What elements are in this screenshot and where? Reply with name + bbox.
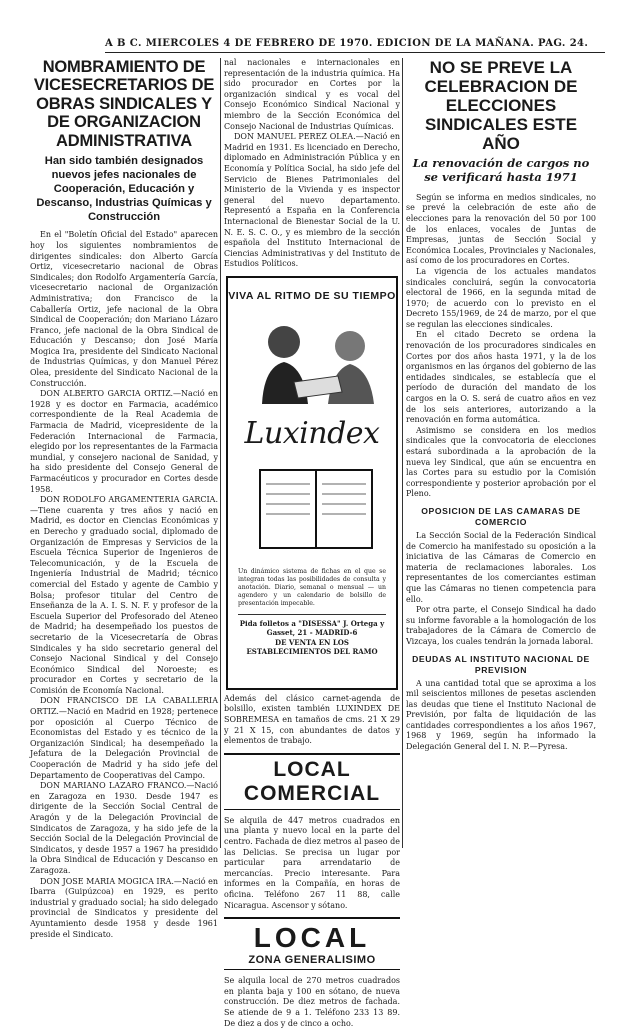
paragraph: DON MARIANO LAZARO FRANCO.—Nació en Zaragoza en 1930. Desde 1947 es dirigente de la Sección Social Central de Aragón y de la Delegación Provincial de Sindicatos de Zaragoza, y ha sido jefe de la Sección Social de la Delegación Provincial de Sindicatos, y desde 1957 a 1967 ha presidido la Obra Sindical de Educación y Descanso en Zaragoza. (30, 781, 218, 875)
ad-fine-print: Un dinámico sistema de fichas en el que se integran todas las posibilidades de consulta y anotación. Diario, semanal o mensual — un agendero y un calendario de bolsillo de presentación impecable. (238, 567, 386, 607)
paragraph: En el citado Decreto se ordena la renovación de los procuradores sindicales en Cortes por dos años hasta 1971, y la de los organismos en las órganos del gobierno de las entidades sindicales, se establecía que el período de duración del mandato de los cargos en la O. S. será de cuatro años en vez de los seis anteriores, autorizando a la renovación en forma automática. (406, 330, 596, 425)
classified-ad (224, 917, 400, 970)
ad-cta: DE VENTA EN LOS ESTABLECIMIENTOS DEL RAMO (246, 637, 378, 657)
classified-body: Se alquila de 447 metros cuadrados en una planta y nuevo local en la parte del centro. Fachada de diez metros al paseo de las Delicias. Se precisa un lugar por particular para arrendatario de mercancías. Precio interesante. Para informes en la Compañía, en horas de oficina. Teléfono 267 11 88, calle Nicaragua. Ascensor y sótano. (224, 815, 400, 910)
classified-title: LOCAL (253, 922, 371, 954)
agenda-book-illustration (254, 464, 378, 552)
paragraph: La vigencia de los actuales mandatos sindicales concluirá, según la convocatoria electoral de 1966, en la segunda mitad de 1970; de acuerdo con lo previsto en el Decreto 155/1969, de 24 de marzo, por el que se regulan las elecciones sindicales. (406, 266, 596, 329)
paragraph: DON RODOLFO ARGAMENTERIA GARCIA.—Tiene cuarenta y tres años y nació en Madrid, es doctor en Ciencias Económicas y en Derecho y graduado social, diplomado de Organización de Empresas y Servicios de la Escuela Técnica Superior de Ingenieros de Telecomunicación, y de la Escuela de Ingeniería Industrial de Madrid; técnico comercial del Estado y agente de Cambio y Bolsa; profesor titular del Centro de Enseñanza de la A. I. S. N. F. y profesor de la Escuela Superior del Profesorado del Ateneo de Madrid; ha desempeñado los puestos de secretario de la Vicesecretaría de Obras Sindicales y ha sido secretario general del Consejo Nacional Sindical y del Consejo Económico Sindical del Noroeste; es procurador en Cortes y secretario de la Comisión de Economía Nacional. (30, 495, 218, 695)
classified-title: LOCAL COMERCIAL (243, 757, 381, 805)
paragraph: Además del clásico carnet-agenda de bolsillo, existen también LUXINDEX DE SOBREMESA en tamaños de cms. 21 X 29 y 21 X 15, con abundantes de datos y elementos de trabajo. (224, 693, 400, 746)
column-1 (30, 58, 218, 939)
article-subtitle: La renovación de cargos no se verificará hasta 1971 (412, 156, 590, 184)
paragraph: Por otra parte, el Consejo Sindical ha dado su informe favorable a la homologación de los trabajadores de la Cámara de Comercio de Vizcaya, los cuales tendrán la jornada laboral. (406, 605, 596, 646)
ad-address: Pida folletos a "DISESSA" J. Ortega y Gasset, 21 - MADRID-6 (239, 618, 385, 638)
classified-ad (224, 753, 400, 810)
paragraph: DON MANUEL PEREZ OLEA.—Nació en Madrid en 1931. Es licenciado en Derecho, diplomado en Administración Pública y en Economía y Política Social, ha sido jefe del Servicio de Bienes Patrimoniales del Ministerio de la Vivienda y es inspector general del nuevo departamento. Representó a España en la Conferencia Internacional de Bienestar Social de la U. N. E. S. C. O., y es miembro de la sección española del Instituto Internacional de Ciencias Administrativas y del Instituto de Estudios Políticos. (224, 132, 400, 269)
ad-tagline: VIVA AL RITMO DE SU TIEMPO (228, 289, 396, 302)
paragraph: En el "Boletín Oficial del Estado" aparecen hoy los siguientes nombramientos de dirigentes sindicales: don Alberto García Ortiz, vicesecretario nacional de Obras Sindicales; don Rodolfo Argamentería García, vicesecretario nacional de Organización Administrativa; don Francisco de la Caballería Ortiz, jefe nacional de la Obra Sindical de Cooperación; don Mariano Lázaro Franco, jefe nacional de la Obra Sindical de Educación y Descanso; don José María Mogica Ira, presidente del Sindicato Nacional de Industrias Químicas, y don Manuel Pérez Olea, presidente del Sindicato Nacional de la Construcción. (30, 230, 218, 388)
luxindex-advertisement (226, 276, 398, 690)
classified-subtitle: ZONA GENERALISIMO (248, 954, 376, 967)
column-3 (406, 58, 596, 848)
paragraph: A una cantidad total que se aproxima a los mil seiscientos millones de pesetas ascienden las deudas que tiene el Instituto Nacional de Previsión, por falta de liquidación de las cantidades correspondientes a los años 1967, 1968 y 1969, según ha informado la Delegación General del I. N. P.—Pyresa. (406, 678, 596, 752)
column-divider (220, 58, 221, 848)
column-2 (224, 58, 400, 1028)
article-subtitle: Han sido también designados nuevos jefes nacionales de Cooperación, Educación y Descanso, Industrias Químicas y Construcción (36, 155, 212, 224)
paragraph: DON JOSE MARIA MOGICA IRA.—Nació en Ibarra (Guipúzcoa) en 1929, es perito industrial y graduado social; ha sido delegado provincial de Sindicatos y presidente del Ayuntamiento desde 1958 y desde 1961 preside el Sindicato. (30, 876, 218, 939)
paragraph: La Sección Social de la Federación Sindical de Comercio ha manifestado su oposición a la iniciativa de las Cámaras de Comercio en materia de reclamaciones laborales. Los representantes de los comerciantes estiman que las Cámaras no tienen competencia para ello. (406, 530, 596, 604)
people-illustration (242, 312, 387, 404)
paragraph: nal nacionales e internacionales en representación de la industria química. Ha sido procurador en Cortes por la organización sindical y es vocal del Consejo Económico Sindical Nacional y miembro de la Sección Económica del Consejo Nacional de Industrias Químicas. (224, 58, 400, 131)
section-heading: DEUDAS AL INSTITUTO NACIONAL DE PREVISION (412, 653, 590, 675)
ad-contact (238, 614, 386, 657)
paragraph: DON FRANCISCO DE LA CABALLERIA ORTIZ.—Nació en Madrid en 1928; pertenece por oposición al Cuerpo Técnico de Economistas del Estado y es técnico de la Organización Sindical; ha desempeñado la Jefatura de la Delegación Provincial de Cooperación de Madrid y ha sido jefe del Departamento de Cooperativas del Campo. (30, 696, 218, 780)
classified-body: Se alquila local de 270 metros cuadrados en planta baja y 100 en sótano, de nueva construcción. De diez metros de fachada. Se atiende de 9 a 1. Teléfono 233 13 89. De diez a dos y de cinco a ocho. (224, 976, 400, 1028)
paragraph: Asimismo se considera en los medios sindicales que la convocatoria de elecciones estará subordinada a la aprobación de la nueva ley Sindical, que aún se encuentra en las Cortes para su estudio por la Comisión correspondiente y posterior aprobación por el Pleno. (406, 425, 596, 499)
paragraph: Según se informa en medios sindicales, no se prevé la celebración de este año de elecciones para la renovación del 50 por 100 de los enlaces, vocales de Juntas de Empresas, juntas de Sección Social y Económica Locales, Provinciales y Nacionales, así como de los procuradores en Cortes. (406, 192, 596, 266)
page-header: A B C. MIERCOLES 4 DE FEBRERO DE 1970. EDICION DE LA MAÑANA. PAG. 24. (105, 38, 605, 53)
section-heading: OPOSICION DE LAS CAMARAS DE COMERCIO (421, 505, 581, 527)
article-headline: NOMBRAMIENTO DE VICESECRETARIOS DE OBRAS SINDICALES Y DE ORGANIZACION ADMINISTRATIVA (33, 58, 215, 150)
column-divider (402, 58, 403, 848)
article-headline: NO SE PREVE LA CELEBRACION DE ELECCIONES SINDICALES ESTE AÑO (424, 58, 578, 154)
brand-logo: Luxindex (244, 415, 380, 451)
paragraph: DON ALBERTO GARCIA ORTIZ.—Nació en 1928 y es doctor en Farmacia, académico correspondiente de la Real Academia de Farmacia de Madrid, vicepresidente de la Federación Internacional de Farmacia, elegido por los representantes de la Farmacia mundial, y consejero nacional de Sanidad, y ha sido presidente del Consejo General de Farmacéuticos y procurador en Cortes desde 1958. (30, 389, 218, 494)
